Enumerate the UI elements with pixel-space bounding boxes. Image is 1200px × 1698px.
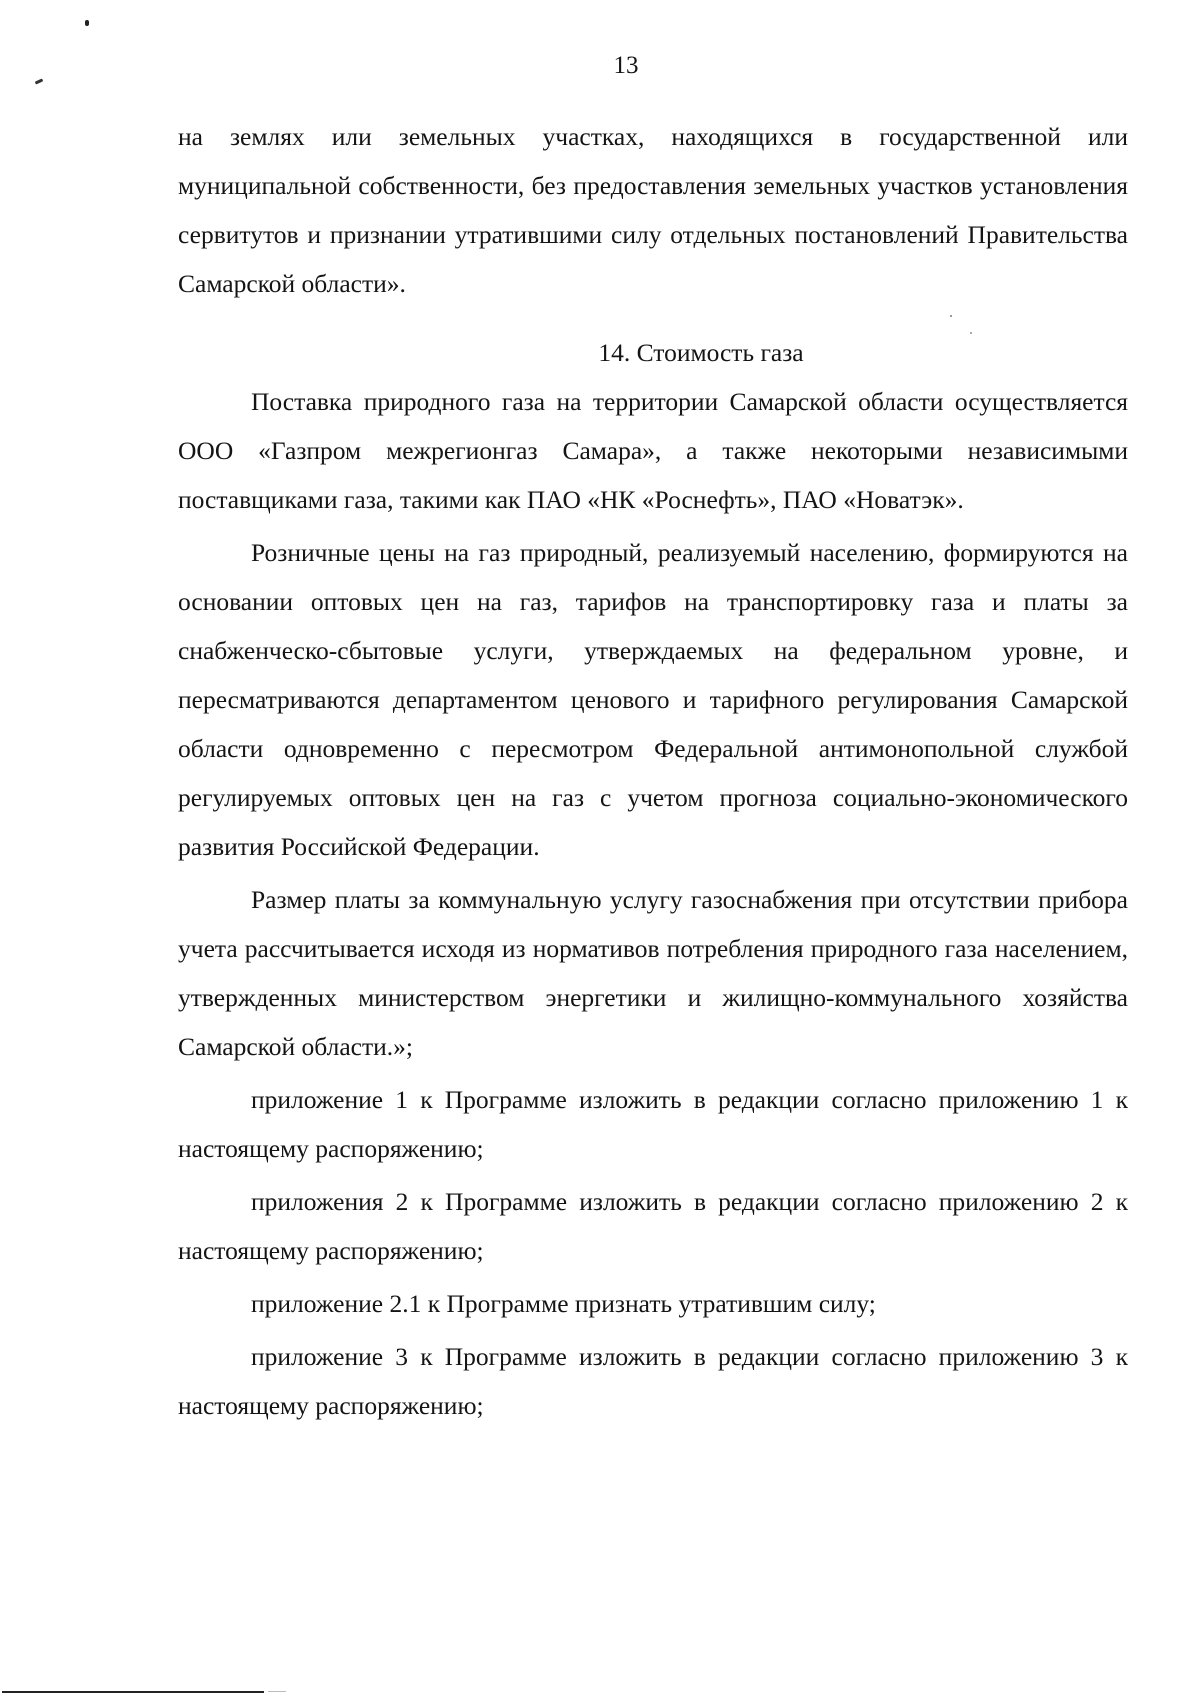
- footer-rule: [268, 1691, 286, 1692]
- list-item-appendix-2: приложения 2 к Программе изложить в редакции согласно приложению 2 к настоящему распоряжению;: [178, 1187, 1128, 1265]
- paragraph-gas-supply: Поставка природного газа на территории Самарской области осуществляется ООО «Газпром межрегионгаз Самара», а также некоторыми независимыми поставщиками газа, такими как ПАО «НК «Роснефть», ПАО «Новатэк».: [178, 387, 1128, 514]
- list-item-appendix-1: приложение 1 к Программе изложить в редакции согласно приложению 1 к настоящему распоряжению;: [178, 1085, 1128, 1163]
- list-item-appendix-2-1: приложение 2.1 к Программе признать утратившим силу;: [251, 1289, 876, 1318]
- section-heading: 14. Стоимость газа: [598, 338, 804, 367]
- page-number: 13: [613, 52, 639, 79]
- document-body: [178, 112, 1128, 1430]
- paragraph-utility-fee: Размер платы за коммунальную услугу газоснабжения при отсутствии прибора учета рассчитывается исходя из нормативов потребления природного газа населением, утвержденных министерством энергетики и жилищно-коммунального хозяйства Самарской области.»;: [178, 885, 1128, 1061]
- paragraph-retail-prices: Розничные цены на газ природный, реализуемый населению, формируются на основании оптовых цен на газ, тарифов на транспортировку газа и платы за снабженческо-сбытовые услуги, утверждаемых на федеральном уровне, и пересматриваются департаментом ценового и тарифного регулирования Самарской области одновременно с пересмотром Федеральной антимонопольной службой регулируемых оптовых цен на газ с учетом прогноза социально-экономического развития Российской Федерации.: [178, 538, 1128, 861]
- scan-speck: [85, 20, 89, 26]
- footer-rule: [2, 1691, 264, 1693]
- list-item-appendix-3: приложение 3 к Программе изложить в редакции согласно приложению 3 к настоящему распоряжению;: [178, 1342, 1128, 1420]
- paragraph-continuation: на землях или земельных участках, находящихся в государственной или муниципальной собственности, без предоставления земельных участков установления сервитутов и признании утратившими силу отдельных постановлений Правительства Самарской области».: [178, 122, 1128, 298]
